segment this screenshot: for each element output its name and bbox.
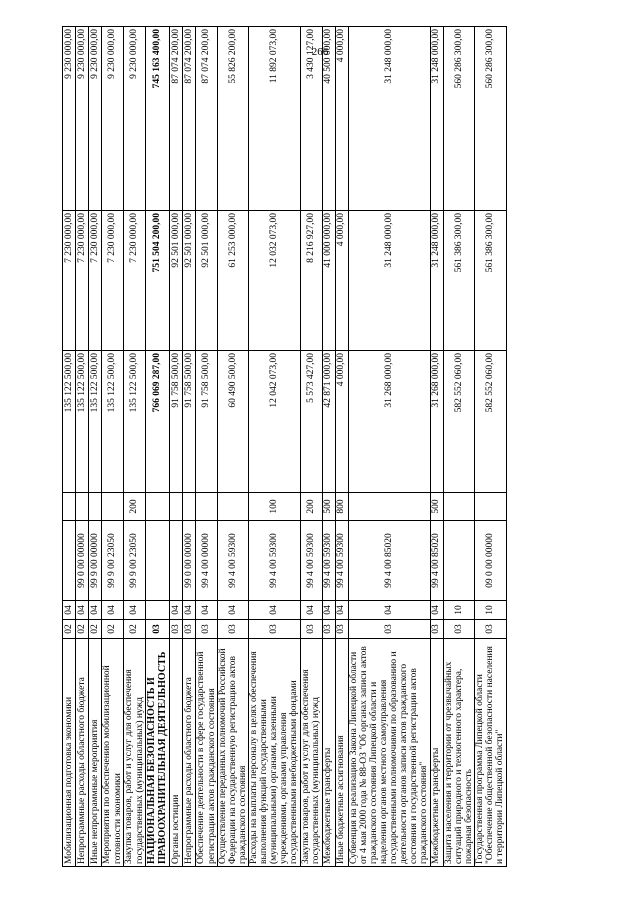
row-name: Мобилизационная подготовка экономики	[63, 639, 76, 867]
amount-year-1: 91 758 500,00	[170, 351, 183, 493]
target-article-code: 99 4 00 00000	[196, 521, 218, 601]
expense-type-code	[196, 493, 218, 521]
subsection-code: 04	[322, 601, 335, 620]
subsection-code: 04	[335, 601, 348, 620]
target-article-code	[170, 521, 183, 601]
amount-year-3: 560 286 300,00	[443, 27, 474, 211]
target-article-code: 99 9 00 23050	[102, 521, 124, 601]
target-article-code	[146, 521, 170, 601]
target-article-code: 99 4 00 85020	[430, 521, 443, 601]
amount-year-3: 9 230 000,00	[89, 27, 102, 211]
expense-type-code	[146, 493, 170, 521]
amount-year-2: 7 230 000,00	[102, 211, 124, 351]
subsection-code: 04	[124, 601, 146, 620]
amount-year-1: 582 552 060,00	[474, 351, 506, 493]
subsection-code: 04	[102, 601, 124, 620]
expense-type-code	[348, 493, 430, 521]
amount-year-1: 135 122 500,00	[124, 351, 146, 493]
expense-type-code: 100	[249, 493, 300, 521]
amount-year-3: 87 074 200,00	[170, 27, 183, 211]
table-row	[124, 27, 146, 867]
target-article-code: 99 0 00 00000	[76, 521, 89, 601]
table-row	[146, 27, 170, 867]
section-code: 03	[183, 620, 196, 639]
row-name: Государственная программа Липецкой области "Обеспечение общественной безопасности населения и территории Липецкой области"	[474, 639, 506, 867]
amount-year-3: 40 500 000,00	[322, 27, 335, 211]
section-code: 03	[335, 620, 348, 639]
table-row	[348, 27, 430, 867]
table-row	[102, 27, 124, 867]
amount-year-3: 9 230 000,00	[102, 27, 124, 211]
expense-type-code	[183, 493, 196, 521]
table-row	[474, 27, 506, 867]
amount-year-3: 560 286 300,00	[474, 27, 506, 211]
amount-year-2: 7 230 000,00	[76, 211, 89, 351]
amount-year-2: 92 501 000,00	[170, 211, 183, 351]
amount-year-1: 42 871 000,00	[322, 351, 335, 493]
target-article-code: 99 4 00 59300	[249, 521, 300, 601]
expense-type-code: 200	[124, 493, 146, 521]
target-article-code: 09 0 00 00000	[474, 521, 506, 601]
subsection-code	[146, 601, 170, 620]
expense-type-code: 500	[322, 493, 335, 521]
row-name: Межбюджетные трансферты	[430, 639, 443, 867]
amount-year-2: 561 386 300,00	[443, 211, 474, 351]
table-row	[170, 27, 183, 867]
budget-table	[62, 26, 507, 867]
target-article-code	[443, 521, 474, 601]
subsection-code: 04	[430, 601, 443, 620]
amount-year-2: 61 253 000,00	[218, 211, 249, 351]
amount-year-3: 9 230 000,00	[124, 27, 146, 211]
section-code: 03	[146, 620, 170, 639]
amount-year-3: 55 826 200,00	[218, 27, 249, 211]
section-code: 02	[102, 620, 124, 639]
amount-year-2: 8 216 927,00	[300, 211, 322, 351]
amount-year-2: 561 386 300,00	[474, 211, 506, 351]
amount-year-3: 31 248 000,00	[430, 27, 443, 211]
table-row	[183, 27, 196, 867]
section-code: 03	[249, 620, 300, 639]
amount-year-1: 135 122 500,00	[89, 351, 102, 493]
row-name: Обеспечение деятельности в сфере государственной регистрации актов гражданского состояния	[196, 639, 218, 867]
table-row	[63, 27, 76, 867]
row-name: Органы юстиции	[170, 639, 183, 867]
subsection-code: 04	[183, 601, 196, 620]
amount-year-3: 87 074 200,00	[183, 27, 196, 211]
target-article-code: 99 9 00 23050	[124, 521, 146, 601]
expense-type-code: 500	[430, 493, 443, 521]
table-row	[76, 27, 89, 867]
amount-year-2: 41 000 000,00	[322, 211, 335, 351]
target-article-code: 99 9 00 00000	[89, 521, 102, 601]
expense-type-code	[102, 493, 124, 521]
section-code: 03	[322, 620, 335, 639]
subsection-code: 04	[249, 601, 300, 620]
amount-year-2: 7 230 000,00	[63, 211, 76, 351]
expense-type-code	[474, 493, 506, 521]
section-code: 02	[76, 620, 89, 639]
subsection-code: 04	[170, 601, 183, 620]
amount-year-1: 135 122 500,00	[76, 351, 89, 493]
amount-year-2: 751 504 200,00	[146, 211, 170, 351]
row-name: Закупка товаров, работ и услуг для обеспечения государственных (муниципальных) нужд	[124, 639, 146, 867]
rotated-page	[62, 27, 602, 867]
row-name: Защита населения и территории от чрезвычайных ситуаций природного и техногенного характера, пожарная безопасность	[443, 639, 474, 867]
table-row	[322, 27, 335, 867]
table-body	[63, 27, 507, 867]
table-row	[300, 27, 322, 867]
section-code: 03	[300, 620, 322, 639]
amount-year-1: 766 069 287,00	[146, 351, 170, 493]
table-row	[218, 27, 249, 867]
target-article-code: 99 4 00 85020	[348, 521, 430, 601]
expense-type-code	[63, 493, 76, 521]
target-article-code: 99 4 00 59300	[335, 521, 348, 601]
row-name: Осуществление переданных полномочий Российской Федерации на государственную регистрацию актов гражданского состояния	[218, 639, 249, 867]
subsection-code: 04	[76, 601, 89, 620]
amount-year-1: 31 268 000,00	[430, 351, 443, 493]
target-article-code: 99 4 00 59300	[322, 521, 335, 601]
target-article-code	[63, 521, 76, 601]
subsection-code: 10	[443, 601, 474, 620]
table-row	[196, 27, 218, 867]
target-article-code: 99 4 00 59300	[300, 521, 322, 601]
amount-year-3: 11 892 073,00	[249, 27, 300, 211]
row-name: Непрограммные расходы областного бюджета	[76, 639, 89, 867]
expense-type-code	[443, 493, 474, 521]
row-name: Закупка товаров, работ и услуг для обеспечения государственных (муниципальных) нужд	[300, 639, 322, 867]
section-code: 03	[474, 620, 506, 639]
page-number: 266	[311, 46, 329, 58]
section-code: 03	[170, 620, 183, 639]
amount-year-3: 87 074 200,00	[196, 27, 218, 211]
section-code: 02	[89, 620, 102, 639]
subsection-code: 04	[89, 601, 102, 620]
table-row	[89, 27, 102, 867]
amount-year-3: 9 230 000,00	[63, 27, 76, 211]
table-row	[249, 27, 300, 867]
amount-year-1: 60 490 500,00	[218, 351, 249, 493]
amount-year-2: 92 501 000,00	[196, 211, 218, 351]
row-name: Субвенция на реализацию Закона Липецкой области от 4 мая 2000 года № 88-ОЗ "Об органах записи актов гражданского состояния Липецкой области и наделении органов местного самоуправления государственными полномочиями по образованию и деятельности органов записи актов гражданского состояния и государственной регистрации актов гражданского состояния"	[348, 639, 430, 867]
section-code: 03	[348, 620, 430, 639]
amount-year-3: 9 230 000,00	[76, 27, 89, 211]
amount-year-2: 31 248 000,00	[348, 211, 430, 351]
subsection-code: 04	[300, 601, 322, 620]
amount-year-3: 3 430 127,00	[300, 27, 322, 211]
amount-year-3: 4 000,00	[335, 27, 348, 211]
section-code: 03	[430, 620, 443, 639]
amount-year-1: 4 000,00	[335, 351, 348, 493]
amount-year-1: 582 552 060,00	[443, 351, 474, 493]
section-code: 03	[196, 620, 218, 639]
subsection-code: 04	[63, 601, 76, 620]
row-name: Иные бюджетные ассигнования	[335, 639, 348, 867]
amount-year-2: 4 000,00	[335, 211, 348, 351]
amount-year-2: 92 501 000,00	[183, 211, 196, 351]
expense-type-code	[218, 493, 249, 521]
table-row	[430, 27, 443, 867]
expense-type-code: 200	[300, 493, 322, 521]
amount-year-1: 31 268 000,00	[348, 351, 430, 493]
amount-year-1: 12 042 073,00	[249, 351, 300, 493]
amount-year-3: 31 248 000,00	[348, 27, 430, 211]
target-article-code: 99 4 00 59300	[218, 521, 249, 601]
amount-year-1: 5 573 427,00	[300, 351, 322, 493]
amount-year-3: 745 163 400,00	[146, 27, 170, 211]
expense-type-code	[89, 493, 102, 521]
table-row	[443, 27, 474, 867]
target-article-code: 99 0 00 00000	[183, 521, 196, 601]
amount-year-1: 135 122 500,00	[102, 351, 124, 493]
row-name: Расходы на выплаты персоналу в целях обеспечения выполнения функций государственными (муниципальными) органами, казенными учреждениями, органами управления государственными внебюджетными фондами	[249, 639, 300, 867]
amount-year-1: 135 122 500,00	[63, 351, 76, 493]
expense-type-code: 800	[335, 493, 348, 521]
amount-year-1: 91 758 500,00	[183, 351, 196, 493]
section-code: 02	[124, 620, 146, 639]
amount-year-1: 91 758 500,00	[196, 351, 218, 493]
expense-type-code	[170, 493, 183, 521]
table-row	[335, 27, 348, 867]
expense-type-code	[76, 493, 89, 521]
row-name: Мероприятия по обеспечению мобилизационной готовности экономики	[102, 639, 124, 867]
row-name: Межбюджетные трансферты	[322, 639, 335, 867]
row-name: НАЦИОНАЛЬНАЯ БЕЗОПАСНОСТЬ И ПРАВООХРАНИТЕЛЬНАЯ ДЕЯТЕЛЬНОСТЬ	[146, 639, 170, 867]
section-code: 02	[63, 620, 76, 639]
section-code: 03	[218, 620, 249, 639]
subsection-code: 04	[218, 601, 249, 620]
amount-year-2: 7 230 000,00	[124, 211, 146, 351]
subsection-code: 10	[474, 601, 506, 620]
section-code: 03	[443, 620, 474, 639]
amount-year-2: 12 032 073,00	[249, 211, 300, 351]
amount-year-2: 7 230 000,00	[89, 211, 102, 351]
subsection-code: 04	[196, 601, 218, 620]
amount-year-2: 31 248 000,00	[430, 211, 443, 351]
subsection-code: 04	[348, 601, 430, 620]
row-name: Непрограммные расходы областного бюджета	[183, 639, 196, 867]
row-name: Иные непрограммные мероприятия	[89, 639, 102, 867]
